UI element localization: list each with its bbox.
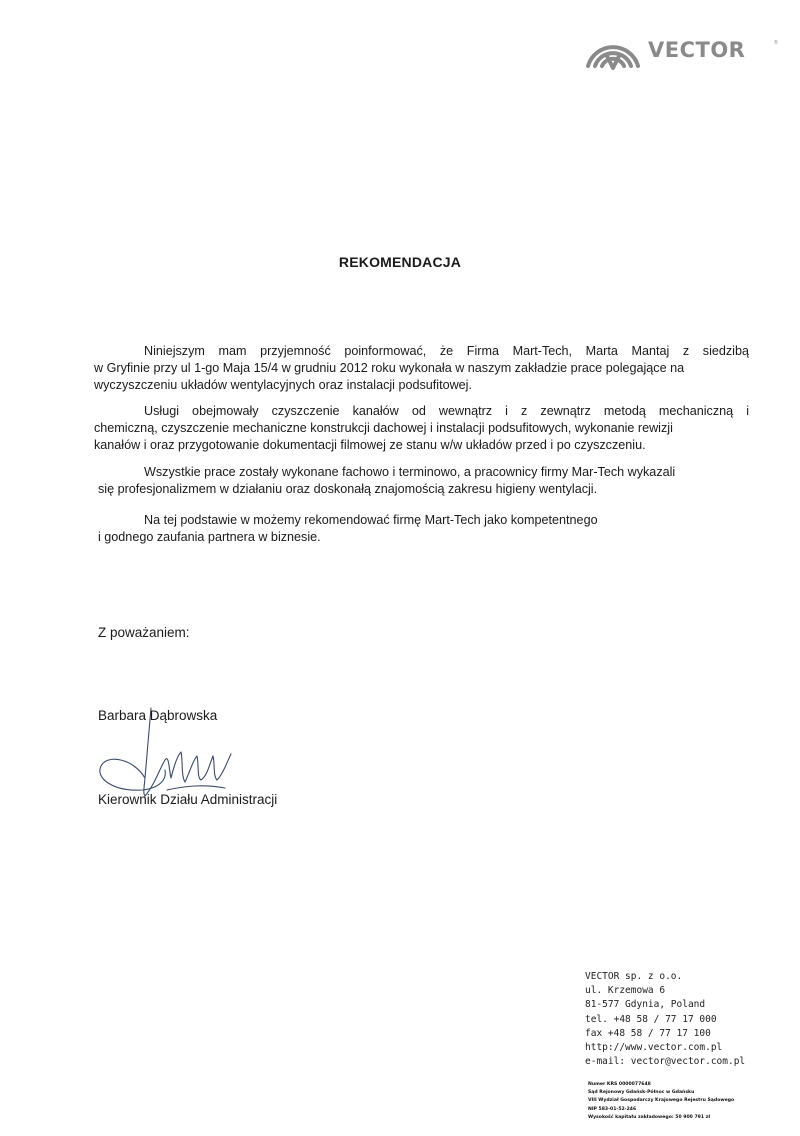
paragraph-3 — [98, 464, 743, 498]
registry-line: Wysokość kapitału zakładowego: 50 900 791 zł — [588, 1114, 711, 1120]
vector-logo — [582, 28, 782, 76]
signatory-position: Kierownik Działu Administracji — [98, 792, 278, 807]
vector-logo-mark-icon — [582, 28, 644, 76]
registry-info — [588, 1081, 788, 1122]
paragraph-line: w Gryfinie przy ul 1-go Maja 15/4 w grudniu 2012 roku wykonała w naszym zakładzie prace polegające na — [94, 361, 685, 375]
footer-fax: fax +48 58 / 77 17 100 — [585, 1027, 711, 1039]
registry-line: VIII Wydział Gospodarczy Krajowego Rejestru Sądowego — [588, 1098, 735, 1104]
paragraph-2 — [94, 403, 749, 454]
paragraph-line: się profesjonalizmem w działaniu oraz doskonałą znajomością zakresu higieny wentylacji. — [98, 482, 598, 496]
company-address-block — [585, 970, 785, 1069]
closing-salutation: Z poważaniem: — [98, 625, 190, 640]
paragraph-line: wyczyszczeniu układów wentylacyjnych oraz instalacji podsufitowej. — [94, 378, 472, 392]
footer-email: e-mail: vector@vector.com.pl — [585, 1056, 746, 1068]
letter-title: REKOMENDACJA — [338, 254, 462, 270]
footer-street: ul. Krzemowa 6 — [585, 985, 666, 997]
paragraph-line: Niniejszym mam przyjemność poinformować, że Firma Mart-Tech, Marta Mantaj z siedzibą — [144, 344, 749, 358]
footer-tel: tel. +48 58 / 77 17 000 — [585, 1013, 717, 1025]
paragraph-line: kanałów i oraz przygotowanie dokumentacji filmowej ze stanu w/w układów przed i po czyszczeniu. — [94, 438, 646, 452]
paragraph-line: Na tej podstawie w możemy rekomendować firmę Mart-Tech jako kompetentnego — [144, 513, 598, 527]
footer-company: VECTOR sp. z o.o. — [585, 971, 683, 982]
signatory-name: Barbara Dąbrowska — [98, 708, 218, 723]
footer-city: 81-577 Gdynia, Poland — [585, 999, 706, 1011]
registry-line: NIP 583-01-52-246 — [588, 1106, 637, 1112]
paragraph-line: chemiczną, czyszczenie mechaniczne konstrukcji dachowej i instalacji podsufitowych, wykonanie rewizji — [94, 421, 673, 435]
logo-trademark: ® — [774, 40, 778, 46]
paragraph-line: Wszystkie prace zostały wykonane fachowo i terminowo, a pracownicy firmy Mar-Tech wykazali — [144, 465, 676, 479]
registry-line: Numer KRS 0000077648 — [588, 1082, 651, 1087]
footer-web: http://www.vector.com.pl — [585, 1042, 723, 1054]
paragraph-line: i godnego zaufania partnera w biznesie. — [98, 530, 321, 544]
paragraph-1 — [94, 343, 749, 394]
registry-line: Sąd Rejonowy Gdańsk-Północ w Gdańsku — [588, 1090, 695, 1096]
paragraph-4 — [98, 512, 658, 546]
paragraph-line: Usługi obejmowały czyszczenie kanałów od wewnątrz i z zewnątrz metodą mechaniczną i — [144, 404, 749, 418]
logo-wordmark: VECTOR — [648, 38, 746, 62]
